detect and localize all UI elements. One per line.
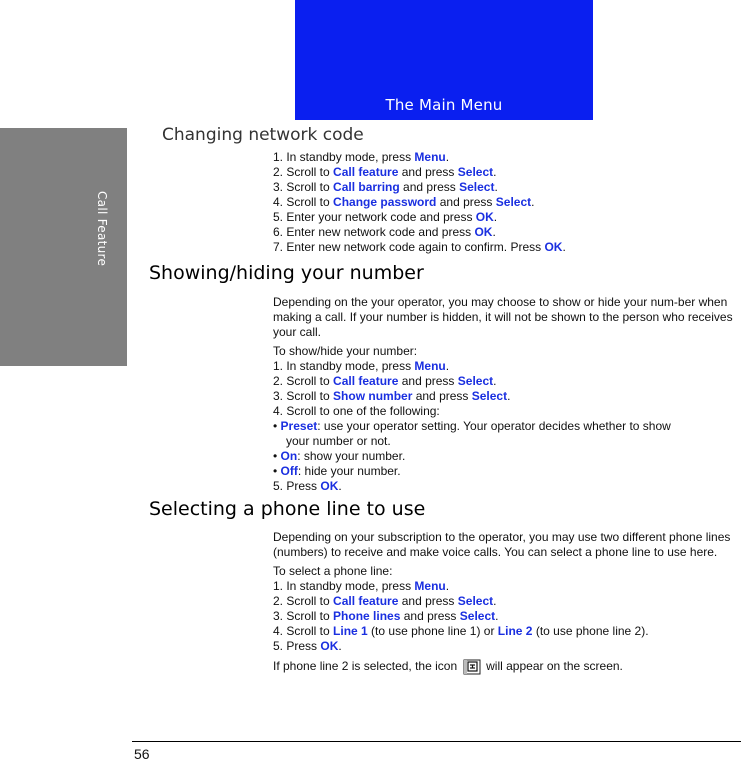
section-body-showing-hiding-number	[273, 295, 741, 494]
step-line: 4. Scroll to one of the following:	[273, 404, 440, 418]
section-title-selecting-phone-line: Selecting a phone line to use	[149, 498, 426, 520]
bullet-line: • Preset: use your operator setting. Your operator decides whether to show	[273, 419, 671, 433]
step-line: 3. Scroll to Phone lines and press Select.	[273, 609, 499, 623]
page-number: 56	[134, 746, 150, 762]
step-line: 1. In standby mode, press Menu.	[273, 150, 450, 164]
step-line: 1. In standby mode, press Menu.	[273, 359, 450, 373]
lead-line: To show/hide your number:	[273, 344, 418, 358]
step-line: 2. Scroll to Call feature and press Select.	[273, 165, 497, 179]
step-line: 5. Enter your network code and press OK.	[273, 210, 498, 224]
step-line: 2. Scroll to Call feature and press Select.	[273, 594, 497, 608]
intro-paragraph: Depending on the your operator, you may choose to show or hide your num-ber when making a call. If your number is hidden, it will not be shown to the person who receives your call.	[273, 295, 733, 339]
step-line: 4. Scroll to Line 1 (to use phone line 1) or Line 2 (to use phone line 2).	[273, 624, 649, 638]
lead-line: To select a phone line:	[273, 564, 393, 578]
step-line: 6. Enter new network code and press OK.	[273, 225, 496, 239]
main-menu-banner	[295, 0, 593, 120]
bullet-continuation: your number or not.	[286, 434, 391, 448]
step-line: 1. In standby mode, press Menu.	[273, 579, 450, 593]
step-line: 5. Press OK.	[273, 639, 342, 653]
section-title-changing-network-code: Changing network code	[162, 125, 364, 145]
phone-line-2-icon	[462, 658, 482, 676]
step-line: 5. Press OK.	[273, 479, 342, 493]
intro-paragraph: Depending on your subscription to the operator, you may use two different phone lines (numbers) to receive and make voice calls. You can select a phone line to use here.	[273, 530, 731, 559]
note-line: If phone line 2 is selected, the icon will appear on the screen.	[273, 658, 741, 676]
step-line: 2. Scroll to Call feature and press Select.	[273, 374, 497, 388]
section-title-showing-hiding-number: Showing/hiding your number	[149, 262, 424, 284]
footer-rule	[132, 741, 741, 742]
section-body-changing-network-code	[273, 150, 741, 255]
section-body-selecting-phone-line	[273, 530, 741, 676]
step-line: 7. Enter new network code again to confirm. Press OK.	[273, 240, 566, 254]
step-line: 3. Scroll to Call barring and press Select.	[273, 180, 498, 194]
bullet-line: • On: show your number.	[273, 449, 406, 463]
bullet-line: • Off: hide your number.	[273, 464, 401, 478]
banner-title: The Main Menu	[385, 96, 503, 114]
step-line: 4. Scroll to Change password and press Select.	[273, 195, 535, 209]
step-line: 3. Scroll to Show number and press Select.	[273, 389, 511, 403]
chapter-tab-label	[95, 191, 109, 223]
